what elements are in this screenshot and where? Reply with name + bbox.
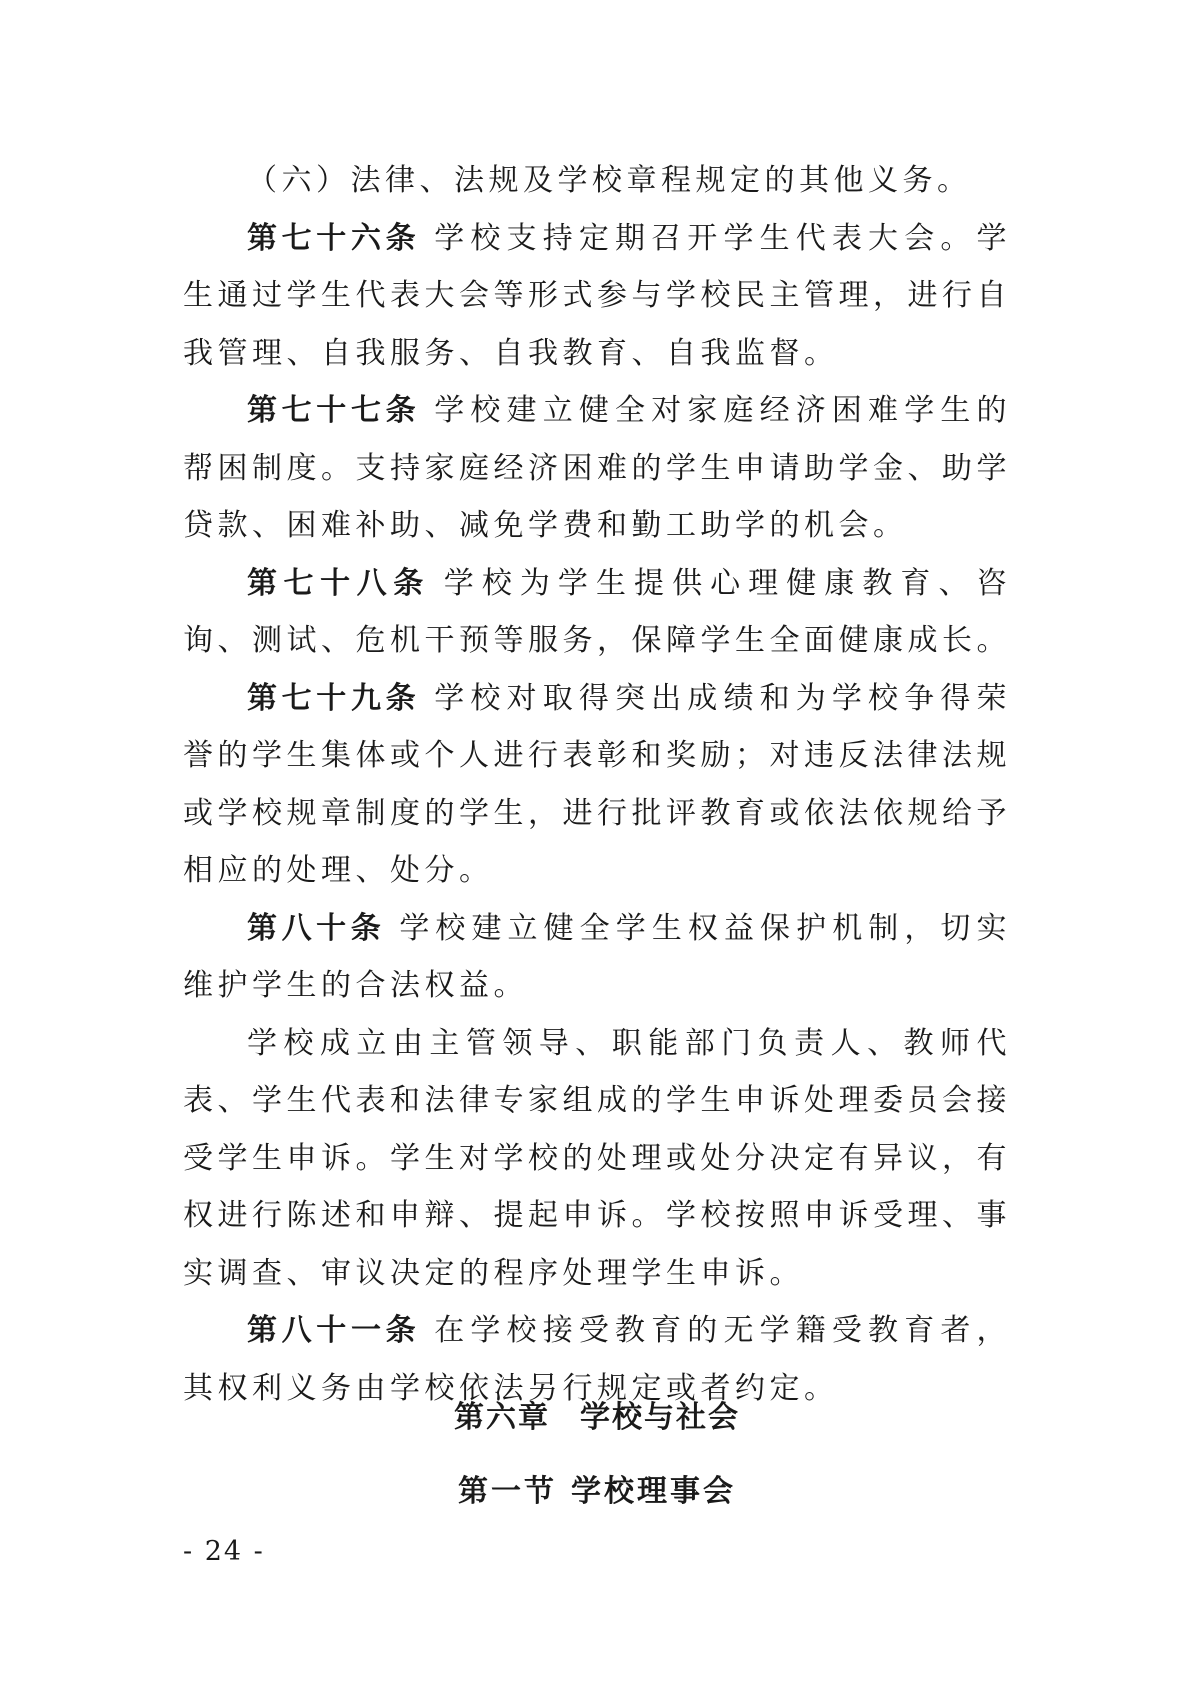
chapter-number: 第六章 xyxy=(454,1400,550,1435)
article-number: 第八十条 xyxy=(247,910,386,946)
paragraph-text: 学校成立由主管领导、职能部门负责人、教师代表、学生代表和法律专家组成的学生申诉处理委员会接受学生申诉。学生对学校的处理或处分决定有异议，有权进行陈述和申辩、提起申诉。学校按照申诉受理、事实调查、审议决定的程序处理学生申诉。 xyxy=(183,1025,1011,1291)
section-heading xyxy=(183,1466,1011,1510)
section-title: 学校理事会 xyxy=(571,1474,736,1509)
article-number: 第八十一条 xyxy=(247,1313,421,1348)
article-number: 第七十九条 xyxy=(247,680,421,716)
body-text xyxy=(183,152,1011,1417)
page-number: - 24 - xyxy=(183,1536,265,1567)
article-number: 第七十八条 xyxy=(247,565,430,601)
paragraph-text: （六）法律、法规及学校章程规定的其他义务。 xyxy=(247,163,972,198)
paragraph-text: 学校为学生提供心理健康教育、咨询、测试、危机干预等服务，保障学生全面健康成长。 xyxy=(183,565,1012,658)
chapter-title: 学校与社会 xyxy=(580,1400,740,1435)
article-number: 第七十七条 xyxy=(247,393,421,428)
paragraph-article-79 xyxy=(183,670,1011,900)
paragraph-text: 学校对取得突出成绩和为学校争得荣誉的学生集体或个人进行表彰和奖励；对违反法律法规或学校规章制度的学生，进行批评教育或依法依规给予相应的处理、处分。 xyxy=(183,680,1011,888)
paragraph-1 xyxy=(183,152,1011,210)
paragraph-text: 在学校接受教育的无学籍受教育者，其权利义务由学校依法另行规定或者约定。 xyxy=(183,1313,1011,1406)
paragraph-text: 学校支持定期召开学生代表大会。学生通过学生代表大会等形式参与学校民主管理，进行自我管理、自我服务、自我教育、自我监督。 xyxy=(183,220,1011,371)
paragraph-article-77 xyxy=(183,382,1011,555)
paragraph-article-78 xyxy=(183,555,1011,670)
paragraph-article-76 xyxy=(183,210,1011,383)
paragraph-article-80 xyxy=(183,900,1011,1015)
section-number: 第一节 xyxy=(458,1474,557,1509)
article-number: 第七十六条 xyxy=(247,220,421,256)
paragraph-article-80-continued xyxy=(183,1015,1011,1303)
chapter-heading xyxy=(183,1392,1011,1436)
paragraph-text: 学校建立健全学生权益保护机制，切实维护学生的合法权益。 xyxy=(183,910,1012,1003)
paragraph-text: 学校建立健全对家庭经济困难学生的帮困制度。支持家庭经济困难的学生申请助学金、助学贷款、困难补助、减免学费和勤工助学的机会。 xyxy=(183,393,1011,543)
